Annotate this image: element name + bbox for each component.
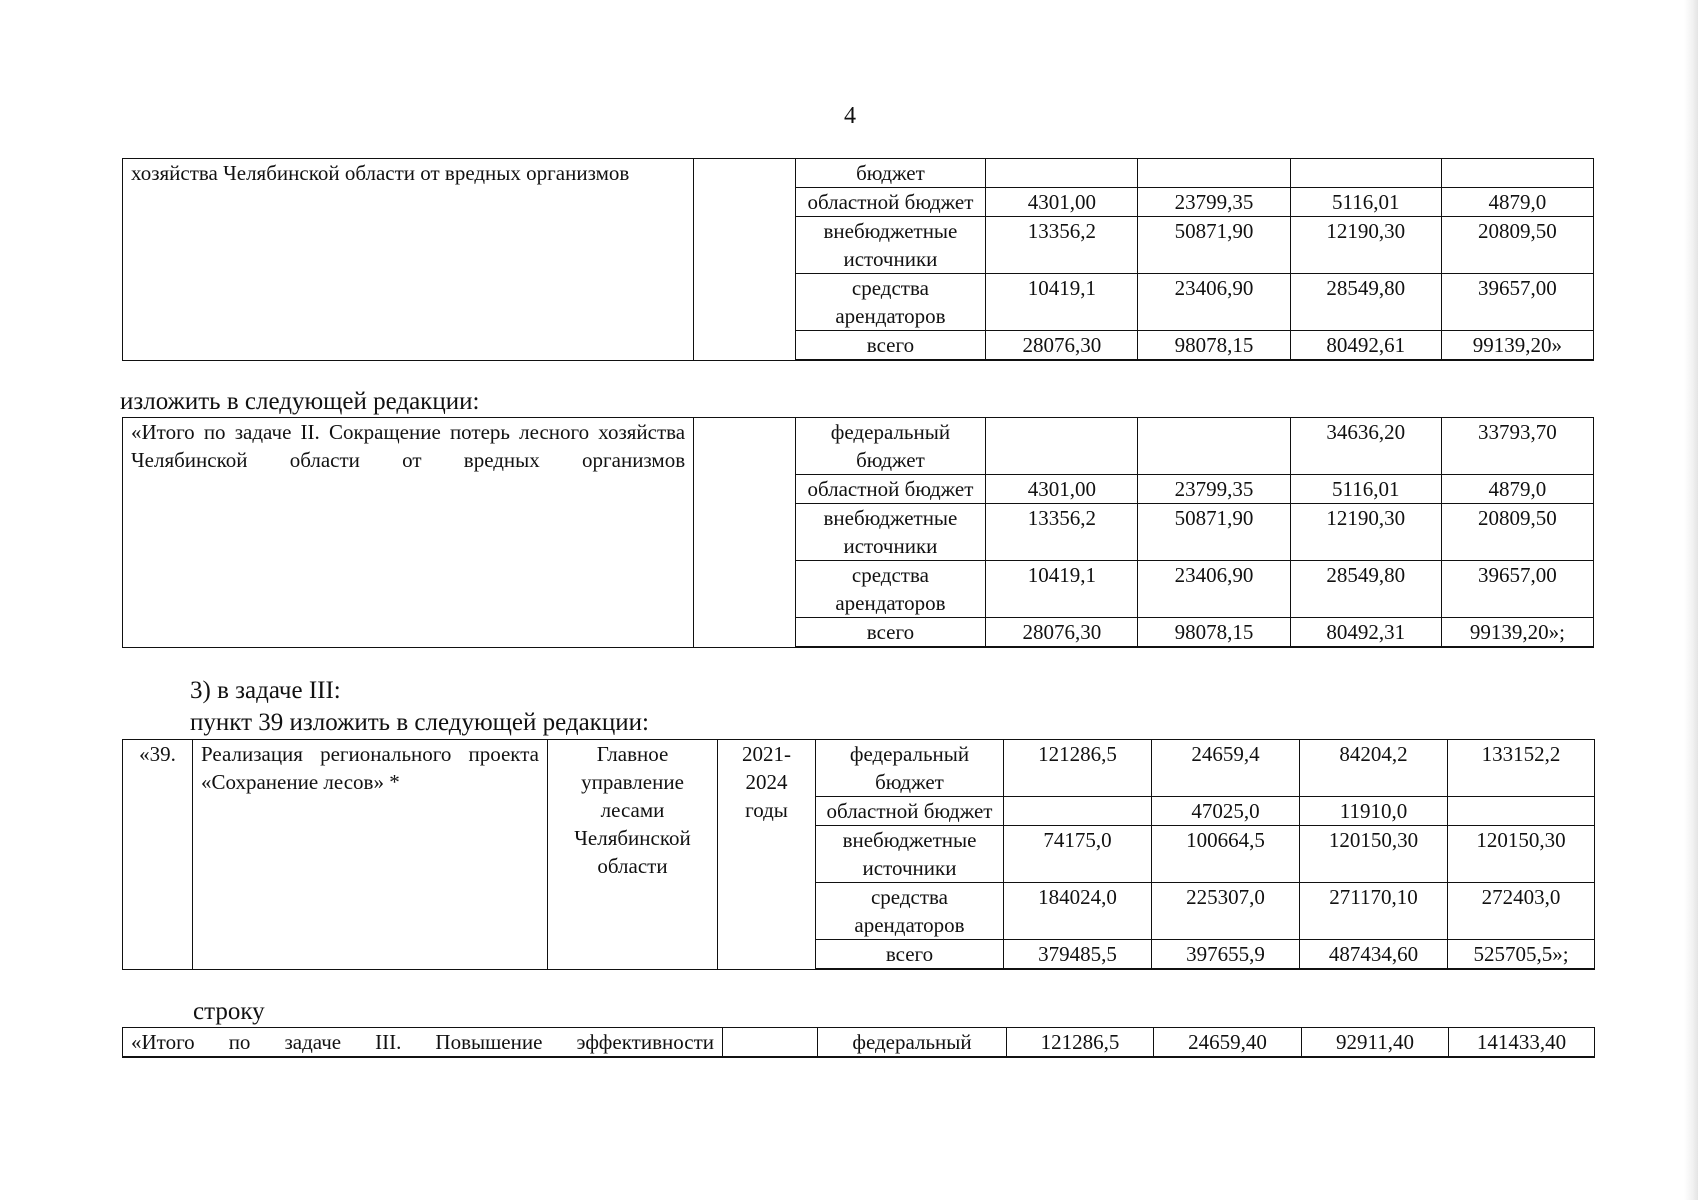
value-cell: 99139,20»;	[1441, 618, 1593, 648]
value-cell: 120150,30	[1300, 826, 1448, 883]
value-cell: 225307,0	[1152, 883, 1300, 940]
row-label	[123, 1028, 723, 1058]
value-cell: 5116,01	[1290, 188, 1441, 217]
value-cell: 24659,40	[1154, 1028, 1302, 1058]
value-cell: 98078,15	[1138, 331, 1290, 361]
funding-source: областной бюджет	[795, 188, 986, 217]
value-cell: 272403,0	[1448, 883, 1595, 940]
value-cell: 50871,90	[1138, 504, 1290, 561]
page-number: 4	[844, 103, 856, 129]
value-cell: 133152,2	[1448, 740, 1595, 797]
value-cell	[1004, 797, 1152, 826]
value-cell	[1138, 418, 1290, 475]
value-cell	[1448, 797, 1595, 826]
value-cell: 23406,90	[1138, 274, 1290, 331]
row-label-text: «Итого по задаче III. Повышение эффективности	[131, 1030, 714, 1054]
funding-source: средства арендаторов	[816, 883, 1004, 940]
value-cell: 121286,5	[1007, 1028, 1154, 1058]
budget-table-task-2-old	[122, 158, 1594, 361]
paragraph-text: изложить в следующей редакции:	[120, 388, 480, 415]
value-cell: 80492,31	[1290, 618, 1441, 648]
value-cell: 80492,61	[1290, 331, 1441, 361]
value-cell: 74175,0	[1004, 826, 1152, 883]
value-cell: 13356,2	[986, 217, 1138, 274]
item-name	[193, 740, 548, 970]
empty-cell	[694, 418, 795, 648]
value-cell	[1290, 159, 1441, 188]
value-cell: 23799,35	[1138, 188, 1290, 217]
value-cell: 47025,0	[1152, 797, 1300, 826]
value-cell: 98078,15	[1138, 618, 1290, 648]
budget-table-item-39	[122, 739, 1595, 970]
value-cell: 271170,10	[1300, 883, 1448, 940]
value-cell: 23799,35	[1138, 475, 1290, 504]
row-label: хозяйства Челябинской области от вредных организмов	[123, 159, 694, 361]
value-cell: 28076,30	[986, 331, 1138, 361]
value-cell: 99139,20»	[1441, 331, 1593, 361]
paragraph-text: строку	[193, 998, 265, 1025]
funding-source: средства арендаторов	[795, 274, 986, 331]
value-cell: 10419,1	[986, 561, 1138, 618]
value-cell: 24659,4	[1152, 740, 1300, 797]
value-cell: 33793,70	[1441, 418, 1593, 475]
value-cell: 20809,50	[1441, 504, 1593, 561]
value-cell: 379485,5	[1004, 940, 1152, 970]
funding-source: внебюджетные источники	[795, 217, 986, 274]
value-cell: 397655,9	[1152, 940, 1300, 970]
value-cell: 28549,80	[1290, 274, 1441, 331]
value-cell: 141433,40	[1449, 1028, 1595, 1058]
value-cell: 34636,20	[1290, 418, 1441, 475]
budget-table-task-2-new	[122, 417, 1594, 648]
executor: Главное управление лесами Челябинской области	[548, 740, 718, 970]
budget-table-task-3-total	[122, 1027, 1595, 1058]
funding-source: средства арендаторов	[795, 561, 986, 618]
value-cell: 525705,5»;	[1448, 940, 1595, 970]
value-cell: 184024,0	[1004, 883, 1152, 940]
funding-source: внебюджетные источники	[795, 504, 986, 561]
value-cell: 4301,00	[986, 475, 1138, 504]
value-cell: 23406,90	[1138, 561, 1290, 618]
funding-source: федеральный	[818, 1028, 1007, 1058]
value-cell: 39657,00	[1441, 274, 1593, 331]
funding-source: бюджет	[795, 159, 986, 188]
funding-source: областной бюджет	[816, 797, 1004, 826]
funding-source: федеральный бюджет	[816, 740, 1004, 797]
table-row	[123, 418, 1594, 475]
paragraph-text: пункт 39 изложить в следующей редакции:	[190, 709, 649, 736]
item-name-text: Реализация регионального проекта «Сохранение лесов» *	[201, 742, 539, 794]
value-cell: 487434,60	[1300, 940, 1448, 970]
value-cell: 11910,0	[1300, 797, 1448, 826]
table-row	[123, 1028, 1595, 1058]
value-cell: 4301,00	[986, 188, 1138, 217]
value-cell: 39657,00	[1441, 561, 1593, 618]
empty-cell	[694, 159, 795, 361]
funding-source: всего	[795, 618, 986, 648]
value-cell: 120150,30	[1448, 826, 1595, 883]
value-cell: 28549,80	[1290, 561, 1441, 618]
item-number: «39.	[123, 740, 193, 970]
value-cell: 100664,5	[1152, 826, 1300, 883]
funding-source: федеральный бюджет	[795, 418, 986, 475]
table-row	[123, 159, 1594, 188]
paragraph-text: 3) в задаче III:	[190, 677, 341, 704]
value-cell: 4879,0	[1441, 475, 1593, 504]
funding-source: областной бюджет	[795, 475, 986, 504]
value-cell: 92911,40	[1302, 1028, 1449, 1058]
scan-edge-shadow	[1684, 0, 1698, 1200]
value-cell: 13356,2	[986, 504, 1138, 561]
value-cell: 12190,30	[1290, 504, 1441, 561]
value-cell: 121286,5	[1004, 740, 1152, 797]
value-cell	[986, 418, 1138, 475]
funding-source: внебюджетные источники	[816, 826, 1004, 883]
value-cell	[1441, 159, 1593, 188]
value-cell: 84204,2	[1300, 740, 1448, 797]
funding-source: всего	[816, 940, 1004, 970]
period: 2021-2024 годы	[718, 740, 816, 970]
value-cell: 5116,01	[1290, 475, 1441, 504]
value-cell: 20809,50	[1441, 217, 1593, 274]
value-cell	[1138, 159, 1290, 188]
empty-cell	[723, 1028, 818, 1058]
value-cell	[986, 159, 1138, 188]
value-cell: 12190,30	[1290, 217, 1441, 274]
value-cell: 4879,0	[1441, 188, 1593, 217]
value-cell: 10419,1	[986, 274, 1138, 331]
table-row	[123, 740, 1595, 797]
value-cell: 28076,30	[986, 618, 1138, 648]
row-label-text: «Итого по задаче II. Сокращение потерь лесного хозяйства Челябинской области от вредных организмов	[131, 420, 686, 472]
row-label	[123, 418, 694, 648]
value-cell: 50871,90	[1138, 217, 1290, 274]
funding-source: всего	[795, 331, 986, 361]
